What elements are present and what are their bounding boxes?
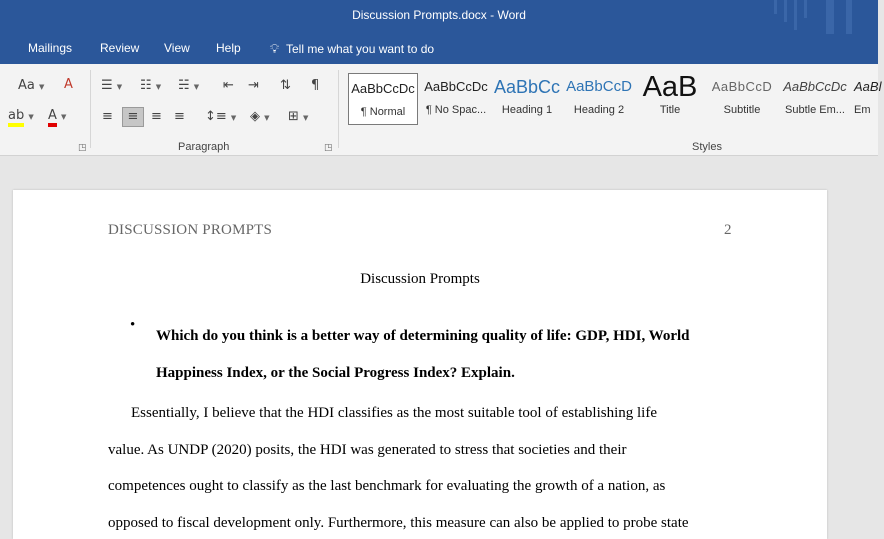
body-line: Essentially, I believe that the HDI classifies as the most suitable tool of establishing life [131,405,657,421]
decrease-indent-icon[interactable]: ⇤ [223,78,234,93]
style-heading-1[interactable] [494,72,560,128]
chevron-down-icon: ▼ [230,114,237,122]
style-name: Subtitle [723,104,761,116]
style-heading-2[interactable] [566,72,632,128]
align-left-icon[interactable]: ≡ [102,109,113,124]
style-sample: AaBbCc [494,77,561,97]
titlebar-decoration [774,0,777,14]
ribbon-divider [338,70,339,148]
sort-icon[interactable]: ⇅ [280,78,291,93]
align-center-icon[interactable]: ≡ [122,107,144,127]
bullets-button[interactable]: ☰ ▼ [101,78,123,93]
change-case-button[interactable] [18,78,44,95]
style-name: ¶ No Spac... [425,104,487,116]
body-line: opposed to fiscal development only. Furthermore, this measure can also be applied to probe state [108,515,689,531]
font-color-icon: A [48,109,57,127]
paragraph-group-label: Paragraph [178,141,230,153]
chevron-down-icon: ▼ [61,113,67,121]
highlighter-icon: ab [8,109,24,127]
style-sample: AaBbCcDc [351,81,415,96]
chevron-down-icon: ▼ [303,114,309,122]
style-sample: AaB [642,71,698,103]
style-subtitle[interactable] [708,72,776,128]
page-number: 2 [724,222,732,238]
line-spacing-button[interactable]: ↕≡ ▼ [205,109,237,124]
style-sample: AaBl [854,79,882,94]
chevron-down-icon: ▼ [39,83,45,91]
paragraph-dialog-launcher[interactable]: ◳ [324,142,333,152]
chevron-down-icon: ▼ [28,113,34,121]
tab-review[interactable]: Review [100,41,140,55]
chevron-down-icon: ▼ [116,83,123,91]
multilevel-list-button[interactable]: ☵ ▼ [178,78,200,93]
style-sample: AaBbCcDc [424,79,488,94]
window-title: Discussion Prompts.docx - Word [352,8,526,22]
font-dialog-launcher[interactable]: ◳ [78,142,87,152]
style-sample: AaBbCcDc [783,79,847,94]
style-title[interactable] [636,72,704,128]
highlight-color-button[interactable] [8,108,34,127]
style-name: Heading 1 [501,104,553,116]
style-emphasis[interactable] [854,72,884,128]
style-sample: AaBbCcD [711,79,773,94]
titlebar-decoration [804,0,807,18]
tab-mailings[interactable]: Mailings [28,41,73,55]
font-color-button[interactable] [48,108,66,127]
shading-button[interactable]: ◈ ▼ [250,109,270,124]
ribbon-tabs [0,34,878,64]
numbering-button[interactable]: ☷ ▼ [140,78,162,93]
style-name: Heading 2 [573,104,625,116]
chevron-down-icon: ▼ [193,83,200,91]
tell-me-label: Tell me what you want to do [286,42,435,56]
styles-group-label: Styles [692,141,722,153]
change-case-label: Aa [18,78,35,93]
style-no-spacing[interactable] [422,72,490,128]
style-name: Em [854,104,871,116]
tab-help[interactable]: Help [216,41,241,55]
titlebar-decoration [846,0,852,34]
bullet-icon: • [130,317,136,333]
style-subtle-emphasis[interactable] [780,72,850,128]
lightbulb-icon: 💡︎ [270,41,280,56]
borders-button[interactable]: ⊞ ▼ [288,109,309,124]
style-name: ¶ Normal [360,106,406,118]
tell-me-search[interactable] [270,41,434,57]
body-line: value. As UNDP (2020) posits, the HDI was generated to stress that societies and their [108,442,627,458]
styles-gallery [346,70,882,130]
style-normal[interactable] [348,73,418,125]
document-heading: Discussion Prompts [360,271,480,287]
increase-indent-icon[interactable]: ⇥ [248,78,259,93]
clear-formatting-icon[interactable]: A [64,77,73,92]
running-head: DISCUSSION PROMPTS [108,222,273,238]
chevron-down-icon: ▼ [155,83,162,91]
titlebar-decoration [826,0,834,34]
show-formatting-marks-icon[interactable]: ¶ [311,78,320,93]
style-sample: AaBbCcD [566,78,632,95]
body-line: competences ought to classify as the last benchmark for evaluating the growth of a nation, as [108,478,666,494]
justify-icon[interactable]: ≡ [174,109,185,124]
title-bar [0,0,878,34]
tab-view[interactable]: View [164,41,190,55]
ribbon [0,64,882,156]
document-page[interactable] [13,190,827,539]
bullet-prompt: Which do you think is a better way of determining quality of life: GDP, HDI, World Happiness Index, or the Social Progress Index? Explain. [156,328,690,381]
style-name: Subtle Em... [785,104,845,116]
titlebar-decoration [784,0,787,22]
chevron-down-icon: ▼ [264,114,270,122]
align-right-icon[interactable]: ≡ [151,109,162,124]
style-name: Title [659,104,681,116]
titlebar-decoration [794,0,797,30]
ribbon-divider [90,70,91,148]
